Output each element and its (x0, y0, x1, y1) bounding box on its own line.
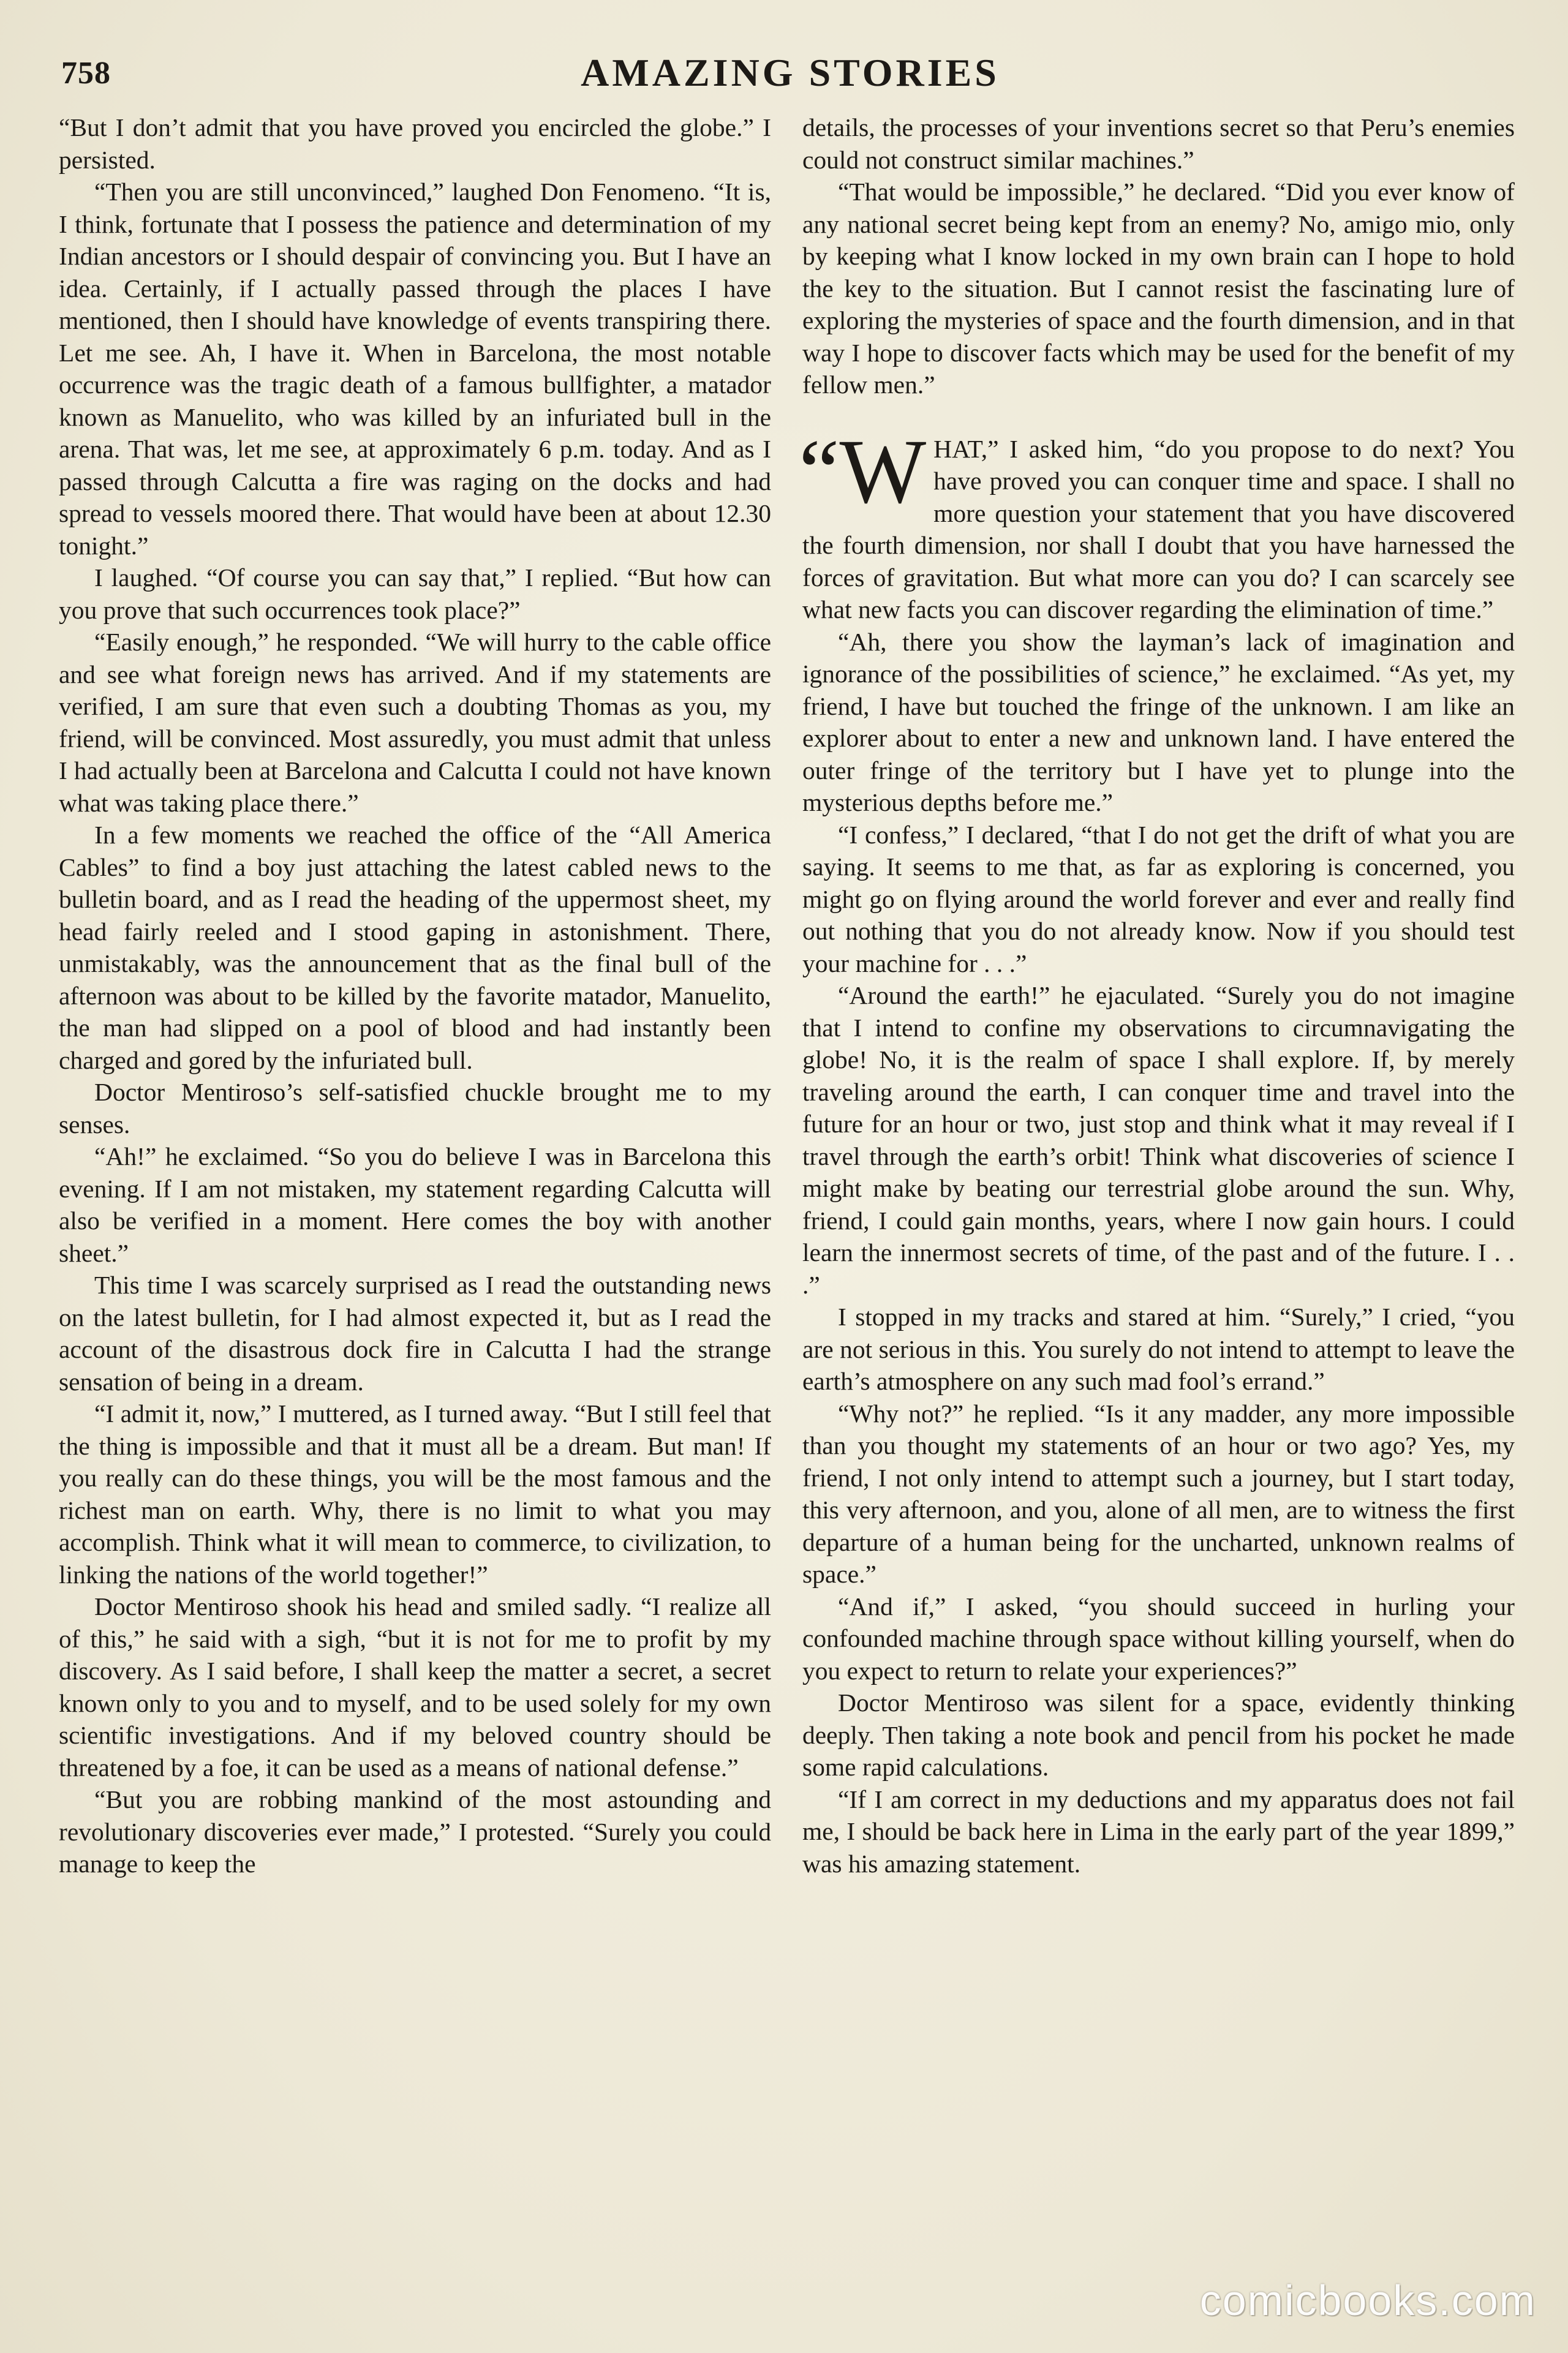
paragraph: This time I was scarcely surprised as I read the outstanding news on the latest bulletin, for I had almost expected it, but as I read the account of the disastrous dock fire in Calcutta I had the strange sensation of being in a dream. (59, 1271, 771, 1396)
paragraph: “I confess,” I declared, “that I do not get the drift of what you are saying. It seems to me that, as far as exploring is concerned, you might go on flying around the world forever and ever and really find out nothing that you do not already know. Now if you should test your machine for . . .” (802, 820, 1515, 977)
watermark: comicbooks.com (1199, 2276, 1536, 2324)
paragraph: “That would be impossible,” he declared. “Did you ever know of any national secret being kept from an enemy? No, amigo mio, only by keeping what I know locked in my own brain can I hope to hold the key to the situation. But I cannot resist the fascinating lure of exploring the mysteries of space and the fourth dimension, and in that way I hope to discover facts which may be used for the benefit of my fellow men.” (802, 178, 1515, 399)
paragraph: “And if,” I asked, “you should succeed in hurling your confounded machine through space without killing yourself, when do you expect to return to relate your experiences?” (802, 1592, 1515, 1685)
paragraph: “Then you are still unconvinced,” laughed Don Fenomeno. “It is, I think, fortunate that I possess the patience and determination of my Indian ancestors or I should despair of convincing you. But I have an idea. Certainly, if I actually passed through the places I have mentioned, then I should have knowledge of events transpiring there. Let me see. Ah, I have it. When in Barcelona, the most notable occurrence was the tragic death of a famous bullfighter, a matador known as Manuelito, who was killed by an infuriated bull in the arena. That was, let me see, at approximately 6 p.m. today. And as I passed through Calcutta a fire was raging on the docks and had spread to vessels moored there. That would have been at about 12.30 tonight.” (59, 178, 771, 560)
paragraph: “I admit it, now,” I muttered, as I turned away. “But I still feel that the thing is impossible and that it must all be a dream. But man! If you really can do these things, you will be the most famous and the richest man on earth. Why, there is no limit to what you may accomplish. Think what it will mean to commerce, to civilization, to linking the nations of the world together!” (59, 1399, 771, 1589)
page-header (61, 49, 1519, 104)
paragraph: Doctor Mentiroso’s self-satisfied chuckle brought me to my senses. (59, 1078, 771, 1139)
paragraph: “But I don’t admit that you have proved you encircled the globe.” I persisted. (59, 113, 771, 174)
paragraph: “Ah!” he exclaimed. “So you do believe I was in Barcelona this evening. If I am not mistaken, my statement regarding Calcutta will also be verified in a moment. Here comes the boy with another sheet.” (59, 1142, 771, 1267)
right-text-column (799, 111, 1515, 1880)
paragraph: details, the processes of your inventions secret so that Peru’s enemies could not construct similar machines.” (802, 113, 1515, 174)
magazine-title: AMAZING STORIES (581, 51, 1000, 94)
paragraph: “Easily enough,” he responded. “We will hurry to the cable office and see what foreign news has arrived. And if my statements are verified, I am sure that even such a doubting Thomas as you, my friend, will be convinced. Most assuredly, you must admit that unless I had actually been at Barcelona and Calcutta I could not have known what was taking place there.” (59, 628, 771, 817)
drop-cap (799, 420, 927, 522)
paragraph: “Ah, there you show the layman’s lack of imagination and ignorance of the possibilities of science,” he exclaimed. “As yet, my friend, I have but touched the fringe of the unknown. I am like an explorer about to enter a new and unknown land. I have entered the outer fringe of the territory but I have yet to plunge into the mysterious depths before me.” (802, 627, 1515, 816)
paragraph: Doctor Mentiroso shook his head and smiled sadly. “I realize all of this,” he said with a sigh, “but it is not for me to profit by my discovery. As I said before, I shall keep the matter a secret, a secret known only to you and to myself, and to be used solely for my own scientific investigations. And if my beloved country should be threatened by a foe, it can be used as a means of national defense.” (59, 1592, 771, 1782)
paragraph: “But you are robbing mankind of the most astounding and revolutionary discoveries ever made,” I protested. “Surely you could manage to keep the (59, 1785, 771, 1878)
paragraph: I stopped in my tracks and stared at him. “Surely,” I cried, “you are not serious in this. You surely do not intend to attempt to leave the earth’s atmosphere on any such mad fool’s errand.” (802, 1303, 1515, 1395)
left-text-column (59, 111, 771, 1880)
paragraph: “Around the earth!” he ejaculated. “Surely you do not imagine that I intend to confine my observations to circumnavigating the globe! No, it is the realm of space I shall explore. If, by merely traveling around the earth, I can conquer time and travel into the future for an hour or two, just stop and think what it may reveal if I travel through the earth’s orbit! Think what discoveries of science I might make by beating our terrestrial globe around the sun. Why, friend, I could gain months, years, where I now gain hours. I could learn the innermost secrets of time, of the past and of the future. I . . .” (802, 981, 1515, 1299)
paragraph: In a few moments we reached the office of the “All America Cables” to find a boy just attaching the latest cabled news to the bulletin board, and as I read the heading of the uppermost sheet, my head fairly reeled and I stood gaping in astonishment. There, unmistakably, was the announcement that as the final bull of the afternoon was about to be killed by the favorite matador, Manuelito, the man had slipped on a pool of blood and had instantly been charged and gored by the infuriated bull. (59, 821, 771, 1074)
page-number: 758 (61, 56, 111, 91)
paragraph: I laughed. “Of course you can say that,” I replied. “But how can you prove that such occurrences took place?” (59, 563, 771, 624)
drop-cap-letter: W (839, 420, 927, 522)
section-opening-paragraph (799, 420, 1515, 626)
section-start-text: HAT,” I asked him, “do you propose to do next? You have proved you can conquer time and space. I shall no more question your statement that you have discovered the fourth dimension, nor shall I doubt that you have harnessed the forces of gravitation. But what more can you do? I can scarcely see what new facts you can discover regarding the elimination of time.” (802, 434, 1515, 623)
paragraph: “If I am correct in my deductions and my apparatus does not fail me, I should be back here in Lima in the early part of the year 1899,” was his amazing statement. (802, 1785, 1515, 1878)
paragraph: Doctor Mentiroso was silent for a space, evidently thinking deeply. Then taking a note book and pencil from his pocket he made some rapid calculations. (802, 1689, 1515, 1781)
paragraph: “Why not?” he replied. “Is it any madder, any more impossible than you thought my statements of an hour or two ago? Yes, my friend, I not only intend to attempt such a journey, but I start today, this very afternoon, and you, alone of all men, are to witness the first departure of a human being for the uncharted, unknown realms of space.” (802, 1399, 1515, 1588)
drop-quote: “ (799, 420, 840, 522)
